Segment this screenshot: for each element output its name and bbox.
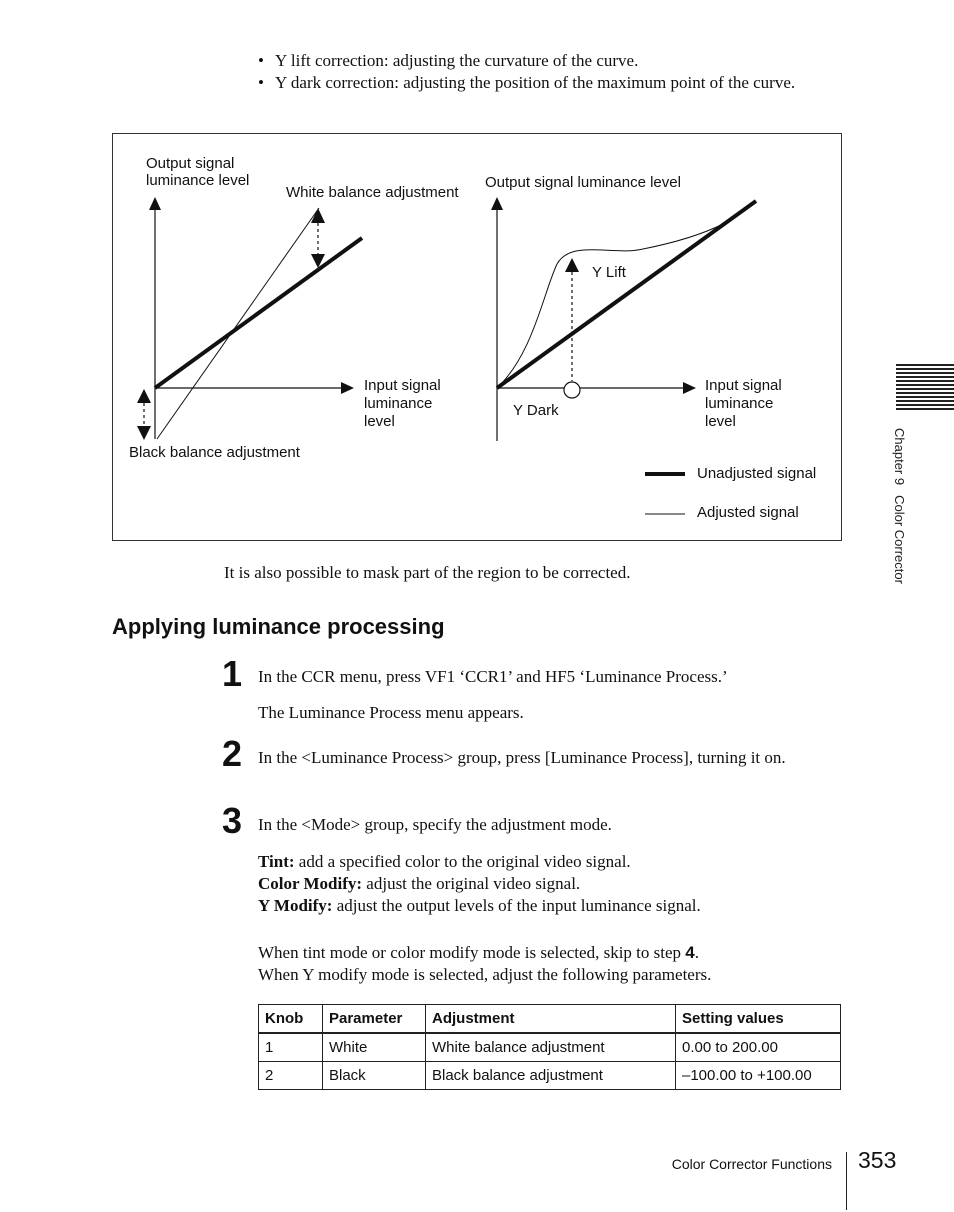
right-output-label: Output signal luminance level	[485, 174, 681, 191]
mode-term: Color Modify:	[258, 874, 363, 893]
step-text: In the CCR menu, press VF1 ‘CCR1’ and HF5 ‘Luminance Process.’	[258, 667, 728, 686]
left-output-label-2: luminance level	[146, 172, 250, 189]
mode-item	[258, 873, 844, 895]
left-input-label-3: level	[364, 413, 395, 430]
parameter-table	[258, 1004, 841, 1090]
chapter-tab-stripes	[896, 364, 954, 412]
step-text: In the <Luminance Process> group, press [Luminance Process], turning it on.	[258, 748, 786, 767]
mode-term: Tint:	[258, 852, 295, 871]
table-cell: –100.00 to +100.00	[676, 1062, 841, 1090]
mode-item	[258, 895, 844, 917]
step-number: 1	[222, 653, 243, 694]
y-lift-label: Y Lift	[592, 264, 626, 281]
left-y-axis-arrow	[149, 197, 161, 210]
mode-desc: adjust the output levels of the input luminance signal.	[332, 896, 701, 915]
right-unadjusted-line	[497, 201, 756, 388]
left-unadjusted-line	[155, 238, 362, 388]
note-line-2: When Y modify mode is selected, adjust the following parameters.	[258, 965, 712, 984]
note-line-1	[258, 942, 844, 964]
table-header: Knob	[259, 1005, 323, 1034]
bullet-item: • Y lift correction: adjusting the curvature of the curve.	[258, 50, 848, 72]
mode-list	[258, 851, 844, 917]
white-balance-label: White balance adjustment	[286, 184, 459, 201]
step-number: 3	[222, 800, 243, 841]
footer-section-title: Color Corrector Functions	[671, 1156, 832, 1172]
mode-desc: add a specified color to the original video signal.	[294, 852, 631, 871]
luminance-figure	[112, 133, 842, 541]
table-cell: White	[323, 1033, 426, 1062]
y-dark-point	[564, 382, 580, 398]
bullet-list	[258, 50, 848, 94]
mode-item	[258, 851, 844, 873]
right-x-axis-arrow	[683, 382, 696, 394]
page-number: 353	[858, 1147, 897, 1173]
table-header: Setting values	[676, 1005, 841, 1034]
step-reference: 4	[685, 943, 695, 962]
paragraph-after-figure: It is also possible to mask part of the region to be corrected.	[224, 563, 631, 582]
legend-adjusted-label: Adjusted signal	[697, 504, 799, 521]
step-text: In the <Mode> group, specify the adjustment mode.	[258, 815, 612, 834]
black-balance-label: Black balance adjustment	[129, 444, 300, 461]
section-title: Applying luminance processing	[112, 614, 445, 639]
left-input-label-2: luminance	[364, 395, 433, 412]
right-input-label-1: Input signal	[705, 377, 782, 394]
step-result: The Luminance Process menu appears.	[258, 703, 524, 722]
chapter-title: Color Corrector	[892, 495, 907, 584]
note-punct: .	[694, 943, 699, 962]
step-number: 2	[222, 733, 243, 774]
black-balance-arrow-up	[137, 389, 151, 403]
black-balance-arrow-down	[137, 426, 151, 440]
table-header: Adjustment	[426, 1005, 676, 1034]
y-dark-label: Y Dark	[513, 402, 559, 419]
right-input-label-2: luminance	[705, 395, 774, 412]
left-adjusted-line	[157, 208, 319, 439]
left-x-axis-arrow	[341, 382, 354, 394]
footer-divider	[846, 1152, 847, 1210]
y-lift-arrow	[565, 258, 579, 272]
table-header: Parameter	[323, 1005, 426, 1034]
table-cell: 2	[259, 1062, 323, 1090]
table-cell: 0.00 to 200.00	[676, 1033, 841, 1062]
left-input-label-1: Input signal	[364, 377, 441, 394]
table-row	[259, 1033, 841, 1062]
note-text: When tint mode or color modify mode is selected, skip to step	[258, 943, 686, 962]
white-balance-arrow-up	[311, 208, 325, 223]
chapter-side-label	[892, 428, 907, 584]
right-input-label-3: level	[705, 413, 736, 430]
left-output-label-1: Output signal	[146, 155, 235, 172]
table-cell: Black	[323, 1062, 426, 1090]
chapter-number: Chapter 9	[892, 428, 907, 486]
table-cell: 1	[259, 1033, 323, 1062]
right-y-axis-arrow	[491, 197, 503, 210]
table-row	[259, 1062, 841, 1090]
table-header-row	[259, 1005, 841, 1034]
mode-term: Y Modify:	[258, 896, 333, 915]
legend-unadjusted-label: Unadjusted signal	[697, 465, 817, 482]
table-cell: Black balance adjustment	[426, 1062, 676, 1090]
note	[258, 942, 844, 986]
mode-desc: adjust the original video signal.	[362, 874, 581, 893]
bullet-item: • Y dark correction: adjusting the position of the maximum point of the curve.	[258, 72, 848, 94]
table-cell: White balance adjustment	[426, 1033, 676, 1062]
